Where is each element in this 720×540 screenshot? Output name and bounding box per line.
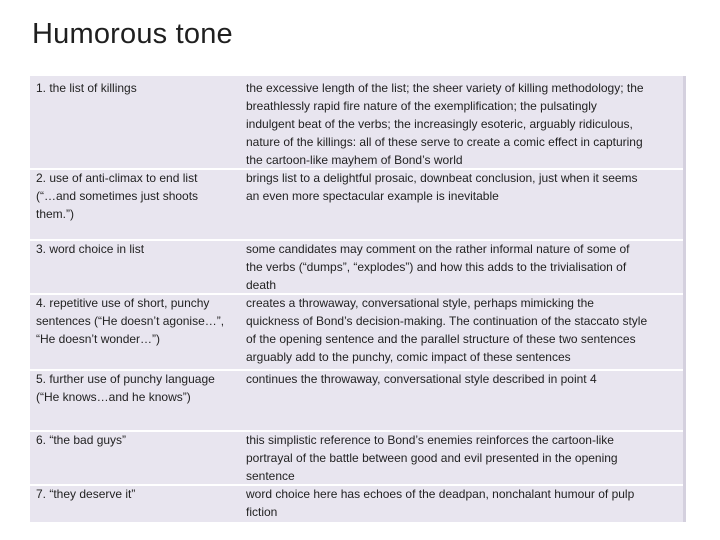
explanation-text: of the opening sentence and the parallel structure of these two sentences [246,332,636,346]
table-row-3-explanation [246,240,630,294]
explanation-text: the verbs (“dumps”, “explodes”) and how this adds to the trivialisation of [246,260,627,274]
table-row-2-explanation [246,169,638,205]
table-row-6-explanation [246,431,618,485]
table-row-6-point [36,431,126,449]
point-text: “He doesn’t wonder…”) [36,332,161,346]
explanation-text: portrayal of the battle between good and evil presented in the opening [246,451,618,465]
point-text: 3. word choice in list [36,242,145,256]
point-text: 5. further use of punchy language [36,372,215,386]
table-row-1-explanation [246,79,644,169]
explanation-text: death [246,278,277,292]
table-row-4-point [36,294,224,348]
explanation-text: word choice here has echoes of the deadpan, nonchalant humour of pulp [246,487,635,501]
explanation-text: breathlessly rapid fire nature of the exemplification; the pulsatingly [246,99,597,113]
explanation-text: indulgent beat of the verbs; the increasingly esoteric, arguably ridiculous, [246,117,633,131]
explanation-text: this simplistic reference to Bond’s enemies reinforces the cartoon-like [246,433,614,447]
explanation-text: continues the throwaway, conversational style described in point 4 [246,372,597,386]
explanation-text: the excessive length of the list; the sheer variety of killing methodology; the [246,81,644,95]
point-text: (“He knows…and he knows”) [36,390,191,404]
table-row-4-explanation [246,294,647,366]
table-row-3-point [36,240,144,258]
explanation-text: an even more spectacular example is inevitable [246,189,499,203]
point-text: them.”) [36,207,75,221]
explanation-text: quickness of Bond’s decision-making. The continuation of the staccato style [246,314,648,328]
table-row-7-point [36,485,135,503]
point-text: 7. “they deserve it” [36,487,136,501]
explanation-text: creates a throwaway, conversational style, perhaps mimicking the [246,296,594,310]
point-text: (“…and sometimes just shoots [36,189,199,203]
explanation-text: the cartoon-like mayhem of Bond’s world [246,153,463,167]
table-row-5-explanation [246,370,597,388]
point-text: 1. the list of killings [36,81,137,95]
table-row-1-point [36,79,137,97]
explanation-text: brings list to a delightful prosaic, downbeat conclusion, just when it seems [246,171,638,185]
point-text: 4. repetitive use of short, punchy [36,296,210,310]
explanation-text: some candidates may comment on the rather informal nature of some of [246,242,630,256]
point-text: 2. use of anti-climax to end list [36,171,198,185]
point-text: 6. “the bad guys” [36,433,127,447]
table-row-5-point [36,370,215,406]
explanation-text: nature of the killings: all of these serve to create a comic effect in capturing [246,135,643,149]
explanation-text: sentence [246,469,295,483]
table-row-7-explanation [246,485,634,521]
point-text: sentences (“He doesn’t agonise…”, [36,314,225,328]
slide-title: Humorous tone [32,18,233,50]
table-right-edge [683,76,686,522]
table-row-2-point [36,169,198,223]
explanation-text: fiction [246,505,278,519]
explanation-text: arguably add to the punchy, comic impact of these sentences [246,350,571,364]
